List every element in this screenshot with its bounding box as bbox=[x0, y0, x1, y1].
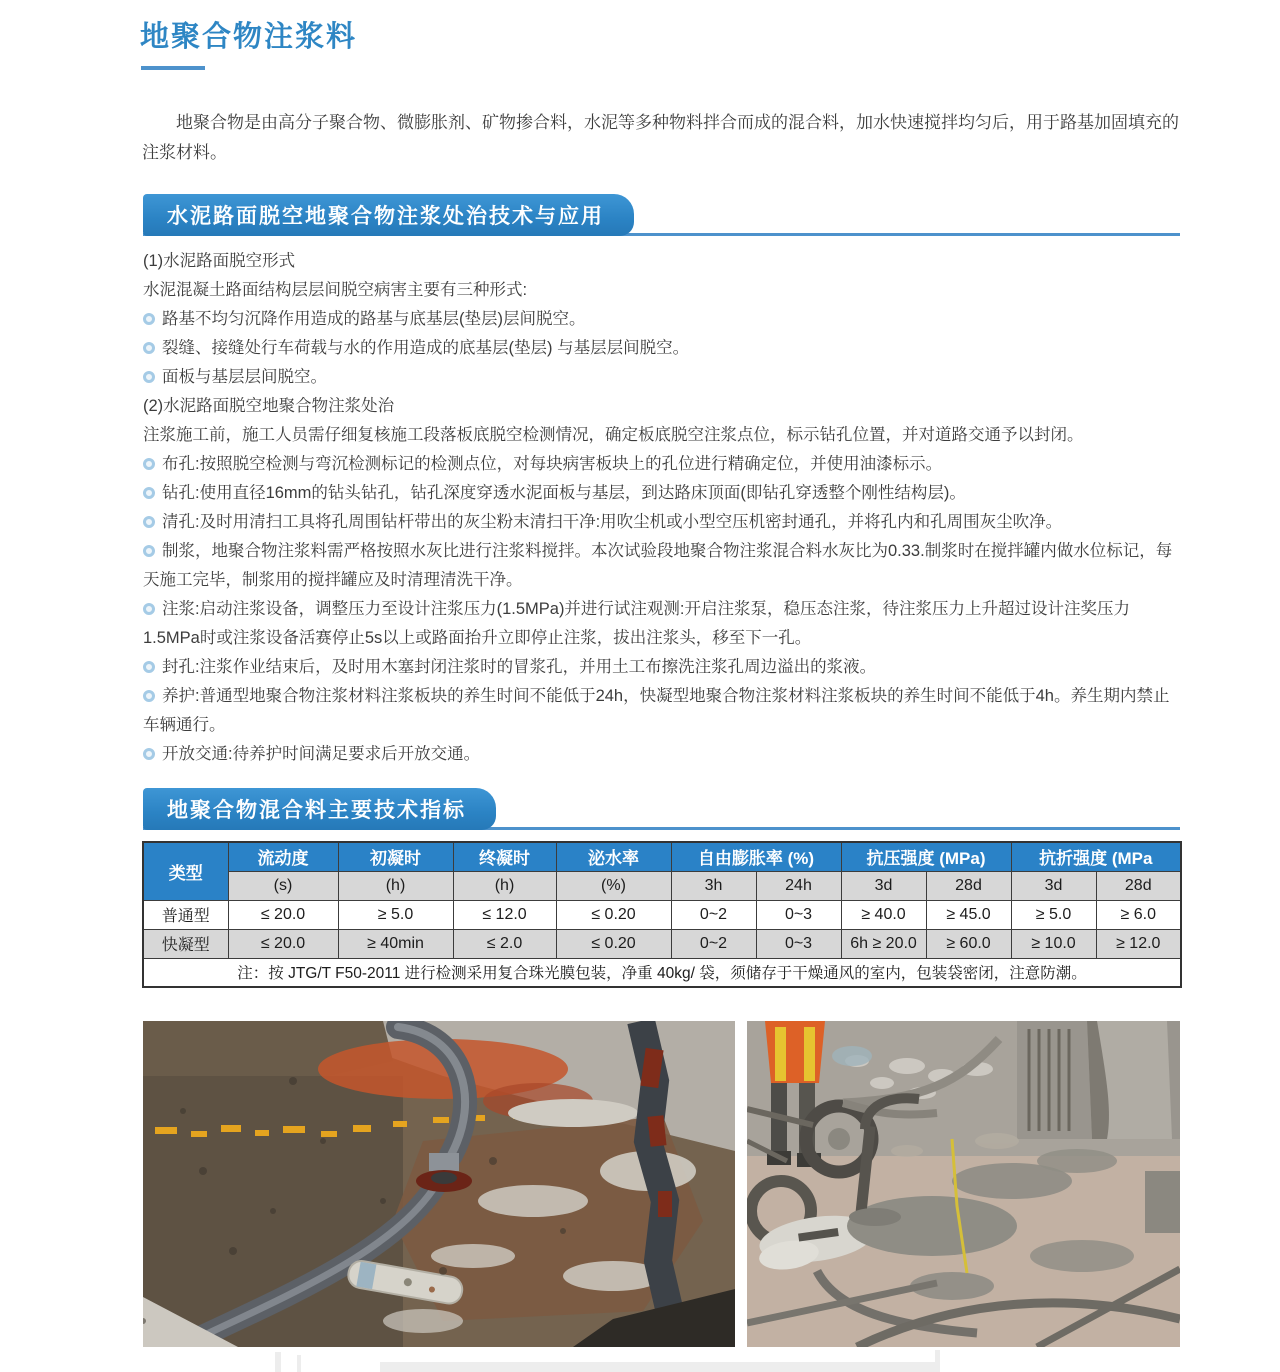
cell: ≤ 20.0 bbox=[228, 900, 338, 929]
page-bottom-artifact bbox=[275, 1352, 281, 1372]
section2-header bbox=[143, 788, 496, 830]
section1-body bbox=[143, 247, 1183, 769]
bullet-icon bbox=[143, 690, 155, 702]
photo-pavement-grouting-hose bbox=[143, 1021, 735, 1347]
col-header-bleeding: 泌水率 bbox=[556, 842, 671, 871]
cell: ≥ 40.0 bbox=[841, 900, 926, 929]
cell: ≥ 45.0 bbox=[926, 900, 1011, 929]
bullet-line: 养护:普通型地聚合物注浆材料注浆板块的养生时间不能低于24h，快凝型地聚合物注浆材料注浆板块的养生时间不能低于4h。养生期内禁止车辆通行。 bbox=[143, 687, 1170, 734]
col-header-fluidity: 流动度 bbox=[228, 842, 338, 871]
bullet-icon bbox=[143, 313, 155, 325]
table-note-row bbox=[143, 958, 1181, 987]
table-row-normal-type bbox=[143, 900, 1181, 929]
sub-header: 28d bbox=[926, 871, 1011, 900]
section1-header-bar bbox=[143, 194, 634, 236]
sub-header: (s) bbox=[228, 871, 338, 900]
table-header-row-2 bbox=[143, 871, 1181, 900]
bullet-line: 钻孔:使用直径16mm的钻头钻孔，钻孔深度穿透水泥面板与基层，到达路床顶面(即钻孔穿透整个刚性结构层)。 bbox=[143, 479, 1183, 508]
text-line: 注浆施工前，施工人员需仔细复核施工段落板底脱空检测情况，确定板底脱空注浆点位，标示钻孔位置，并对道路交通予以封闭。 bbox=[143, 426, 1084, 444]
col-header-initial-set: 初凝时 bbox=[338, 842, 453, 871]
col-header-expansion: 自由膨胀率 (%) bbox=[671, 842, 841, 871]
bullet-icon bbox=[143, 516, 155, 528]
section1-header bbox=[143, 194, 634, 236]
photo-right-illustration bbox=[747, 1021, 1180, 1347]
cell: 0~2 bbox=[671, 929, 756, 958]
table-row-fast-type bbox=[143, 929, 1181, 958]
page-bottom-artifact bbox=[297, 1355, 301, 1372]
sub-header: 24h bbox=[756, 871, 841, 900]
text-line: (1)水泥路面脱空形式 bbox=[143, 252, 296, 270]
bullet-line: 路基不均匀沉降作用造成的路基与底基层(垫层)层间脱空。 bbox=[143, 305, 1183, 334]
cell: ≤ 12.0 bbox=[453, 900, 556, 929]
cell: ≤ 2.0 bbox=[453, 929, 556, 958]
section1-heading: 水泥路面脱空地聚合物注浆处治技术与应用 bbox=[167, 205, 604, 228]
cell: ≥ 10.0 bbox=[1011, 929, 1096, 958]
col-header-flexural: 抗折强度 (MPa bbox=[1011, 842, 1181, 871]
table-note: 注：按 JTG/T F50-2011 进行检测采用复合珠光膜包装，净重 40kg/ 袋，须储存于干燥通风的室内，包装袋密闭，注意防潮。 bbox=[143, 958, 1181, 987]
bullet-icon bbox=[143, 545, 155, 557]
section2-header-bar bbox=[143, 788, 496, 830]
bullet-line: 布孔:按照脱空检测与弯沉检测标记的检测点位，对每块病害板块上的孔位进行精确定位，并使用油漆标示。 bbox=[143, 450, 1183, 479]
bullet-line: 开放交通:待养护时间满足要求后开放交通。 bbox=[143, 740, 1183, 769]
page-title: 地聚合物注浆料 bbox=[140, 21, 358, 53]
col-header-final-set: 终凝时 bbox=[453, 842, 556, 871]
cell: ≥ 5.0 bbox=[338, 900, 453, 929]
col-header-type: 类型 bbox=[143, 842, 228, 900]
cell: 0~3 bbox=[756, 900, 841, 929]
cell: 0~2 bbox=[671, 900, 756, 929]
sub-header: (h) bbox=[453, 871, 556, 900]
cell: ≤ 0.20 bbox=[556, 929, 671, 958]
bullet-icon bbox=[143, 342, 155, 354]
bullet-line: 封孔:注浆作业结束后，及时用木塞封闭注浆时的冒浆孔，并用土工布擦洗注浆孔周边溢出的浆液。 bbox=[143, 653, 1183, 682]
section2-heading: 地聚合物混合料主要技术指标 bbox=[167, 799, 466, 822]
sub-header: (h) bbox=[338, 871, 453, 900]
cell: ≥ 6.0 bbox=[1096, 900, 1181, 929]
row-label: 快凝型 bbox=[143, 929, 228, 958]
bullet-line: 注浆:启动注浆设备，调整压力至设计注浆压力(1.5MPa)并进行试注观测:开启注浆泵，稳压态注浆，待注浆压力上升超过设计注奖压力1.5MPa时或注浆设备活赛停止5s以上或路面抬升立即停止注浆，拔出注浆头，移至下一孔。 bbox=[143, 600, 1131, 647]
cell: ≥ 60.0 bbox=[926, 929, 1011, 958]
sub-header: 3h bbox=[671, 871, 756, 900]
intro-paragraph: 地聚合物是由高分子聚合物、微膨胀剂、矿物掺合料，水泥等多种物料拌合而成的混合料，加水快速搅拌均匀后，用于路基加固填充的注浆材料。 bbox=[142, 113, 1179, 162]
bullet-line: 裂缝、接缝处行车荷载与水的作用造成的底基层(垫层) 与基层层间脱空。 bbox=[143, 334, 1183, 363]
cell: ≤ 0.20 bbox=[556, 900, 671, 929]
sub-header: 28d bbox=[1096, 871, 1181, 900]
cell: ≥ 12.0 bbox=[1096, 929, 1181, 958]
sub-header: 3d bbox=[1011, 871, 1096, 900]
cell: ≥ 40min bbox=[338, 929, 453, 958]
table-header-row-1 bbox=[143, 842, 1181, 871]
page-bottom-artifact bbox=[380, 1362, 940, 1372]
bullet-icon bbox=[143, 487, 155, 499]
col-header-compressive: 抗压强度 (MPa) bbox=[841, 842, 1011, 871]
title-underline bbox=[141, 66, 205, 70]
cell: 0~3 bbox=[756, 929, 841, 958]
text-line: 水泥混凝土路面结构层层间脱空病害主要有三种形式: bbox=[143, 281, 528, 299]
photo-grouting-site-equipment bbox=[747, 1021, 1180, 1347]
sub-header: 3d bbox=[841, 871, 926, 900]
spec-table bbox=[142, 841, 1182, 988]
bullet-icon bbox=[143, 661, 155, 673]
bullet-icon bbox=[143, 371, 155, 383]
bullet-icon bbox=[143, 748, 155, 760]
bullet-icon bbox=[143, 458, 155, 470]
cell: ≥ 5.0 bbox=[1011, 900, 1096, 929]
cell: ≤ 20.0 bbox=[228, 929, 338, 958]
text-line: (2)水泥路面脱空地聚合物注浆处治 bbox=[143, 397, 395, 415]
sub-header: (%) bbox=[556, 871, 671, 900]
bullet-icon bbox=[143, 603, 155, 615]
bullet-line: 清孔:及时用清扫工具将孔周围钻杆带出的灰尘粉末清扫干净:用吹尘机或小型空压机密封通孔，并将孔内和孔周围灰尘吹净。 bbox=[143, 508, 1183, 537]
cell: 6h ≥ 20.0 bbox=[841, 929, 926, 958]
page-bottom-artifact bbox=[935, 1350, 940, 1372]
bullet-line: 面板与基层层间脱空。 bbox=[143, 363, 1183, 392]
bullet-line: 制浆，地聚合物注浆料需严格按照水灰比进行注浆料搅拌。本次试验段地聚合物注浆混合料水灰比为0.33.制浆时在搅拌罐内做水位标记，每天施工完毕，制浆用的搅拌罐应及时清理清洗干净。 bbox=[143, 542, 1173, 589]
photo-left-illustration bbox=[143, 1021, 735, 1347]
row-label: 普通型 bbox=[143, 900, 228, 929]
